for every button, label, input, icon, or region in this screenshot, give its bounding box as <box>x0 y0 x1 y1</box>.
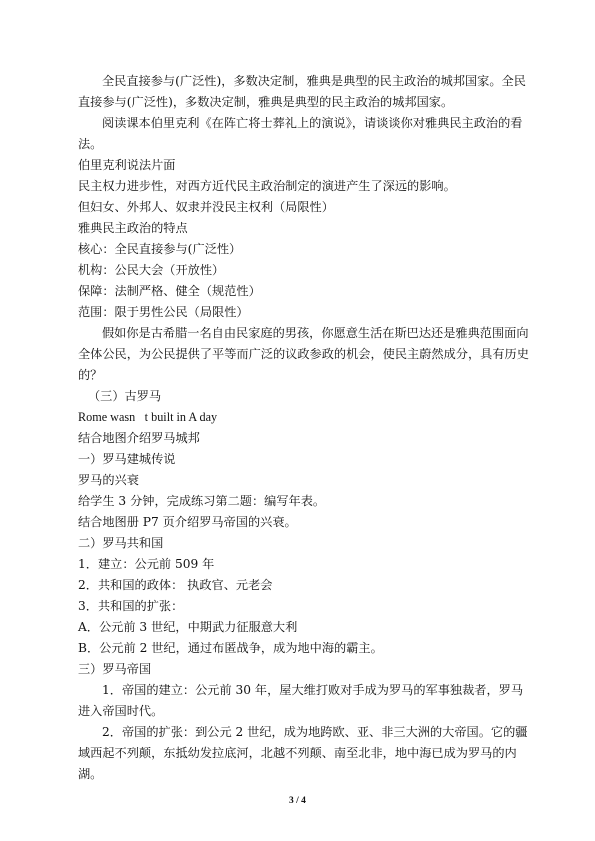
list-item: A．公元前 3 世纪，中期武力征服意大利 <box>78 620 298 634</box>
text-line: 范围：限于男性公民（局限性） <box>78 305 249 319</box>
text-line: 机构：公民大会（开放性） <box>78 263 225 277</box>
text-line: 结合地图册 P7 页介绍罗马帝国的兴衰。 <box>78 515 297 529</box>
paragraph: 1．帝国的建立：公元前 30 年，屋大维打败对手成为罗马的军事独裁者，罗马进入帝国时代。 <box>78 683 524 718</box>
page-content <box>78 71 530 785</box>
text-line: 但妇女、外邦人、奴隶并没民主权利（局限性） <box>78 200 334 214</box>
text-line: 罗马的兴衰 <box>78 473 139 487</box>
list-item: 1．建立：公元前 509 年 <box>78 557 215 571</box>
page-number: 3 / 4 <box>289 796 306 806</box>
section-heading: 二）罗马共和国 <box>78 536 164 550</box>
list-item: 3．共和国的扩张： <box>78 599 184 613</box>
text-line: Rome wasn t built in A day <box>78 410 218 424</box>
section-heading: （三）古罗马 <box>88 389 162 403</box>
text-line: 给学生 3 分钟，完成练习第二题：编写年表。 <box>78 494 326 508</box>
list-item: B．公元前 2 世纪，通过布匿战争，成为地中海的霸主。 <box>78 641 383 655</box>
paragraph: 假如你是古希腊一名自由民家庭的男孩，你愿意生活在斯巴达还是雅典范围面向全体公民，为公民提供了平等而广泛的议政参政的机会，使民主蔚然成分，具有历史的？ <box>78 326 529 382</box>
section-heading: 三）罗马帝国 <box>78 662 152 676</box>
section-heading: 一）罗马建城传说 <box>78 452 176 466</box>
paragraph: 阅读课本伯里克利《在阵亡将士葬礼上的演说》，请谈谈你对雅典民主政治的看法。 <box>78 116 523 151</box>
text-line: 结合地图介绍罗马城邦 <box>78 431 200 445</box>
text-line: 保障：法制严格、健全（规范性） <box>78 284 261 298</box>
text-line: 伯里克利说法片面 <box>78 158 176 172</box>
paragraph: 2．帝国的扩张：到公元 2 世纪，成为地跨欧、亚、非三大洲的大帝国。它的疆域西起不列颠，东抵幼发拉底河，北越不列颠、南至北非，地中海已成为罗马的内湖。 <box>78 725 528 781</box>
text-line: 民主权力进步性，对西方近代民主政治制定的演进产生了深远的影响。 <box>78 179 456 193</box>
list-item: 2．共和国的政体： 执政官、元老会 <box>78 578 273 592</box>
text-line: 核心：全民直接参与(广泛性） <box>78 242 242 256</box>
text-line: 雅典民主政治的特点 <box>78 221 188 235</box>
paragraph: 全民直接参与(广泛性)，多数决定制，雅典是典型的民主政治的城邦国家。全民直接参与(广泛性)，多数决定制，雅典是典型的民主政治的城邦国家。 <box>78 74 526 109</box>
